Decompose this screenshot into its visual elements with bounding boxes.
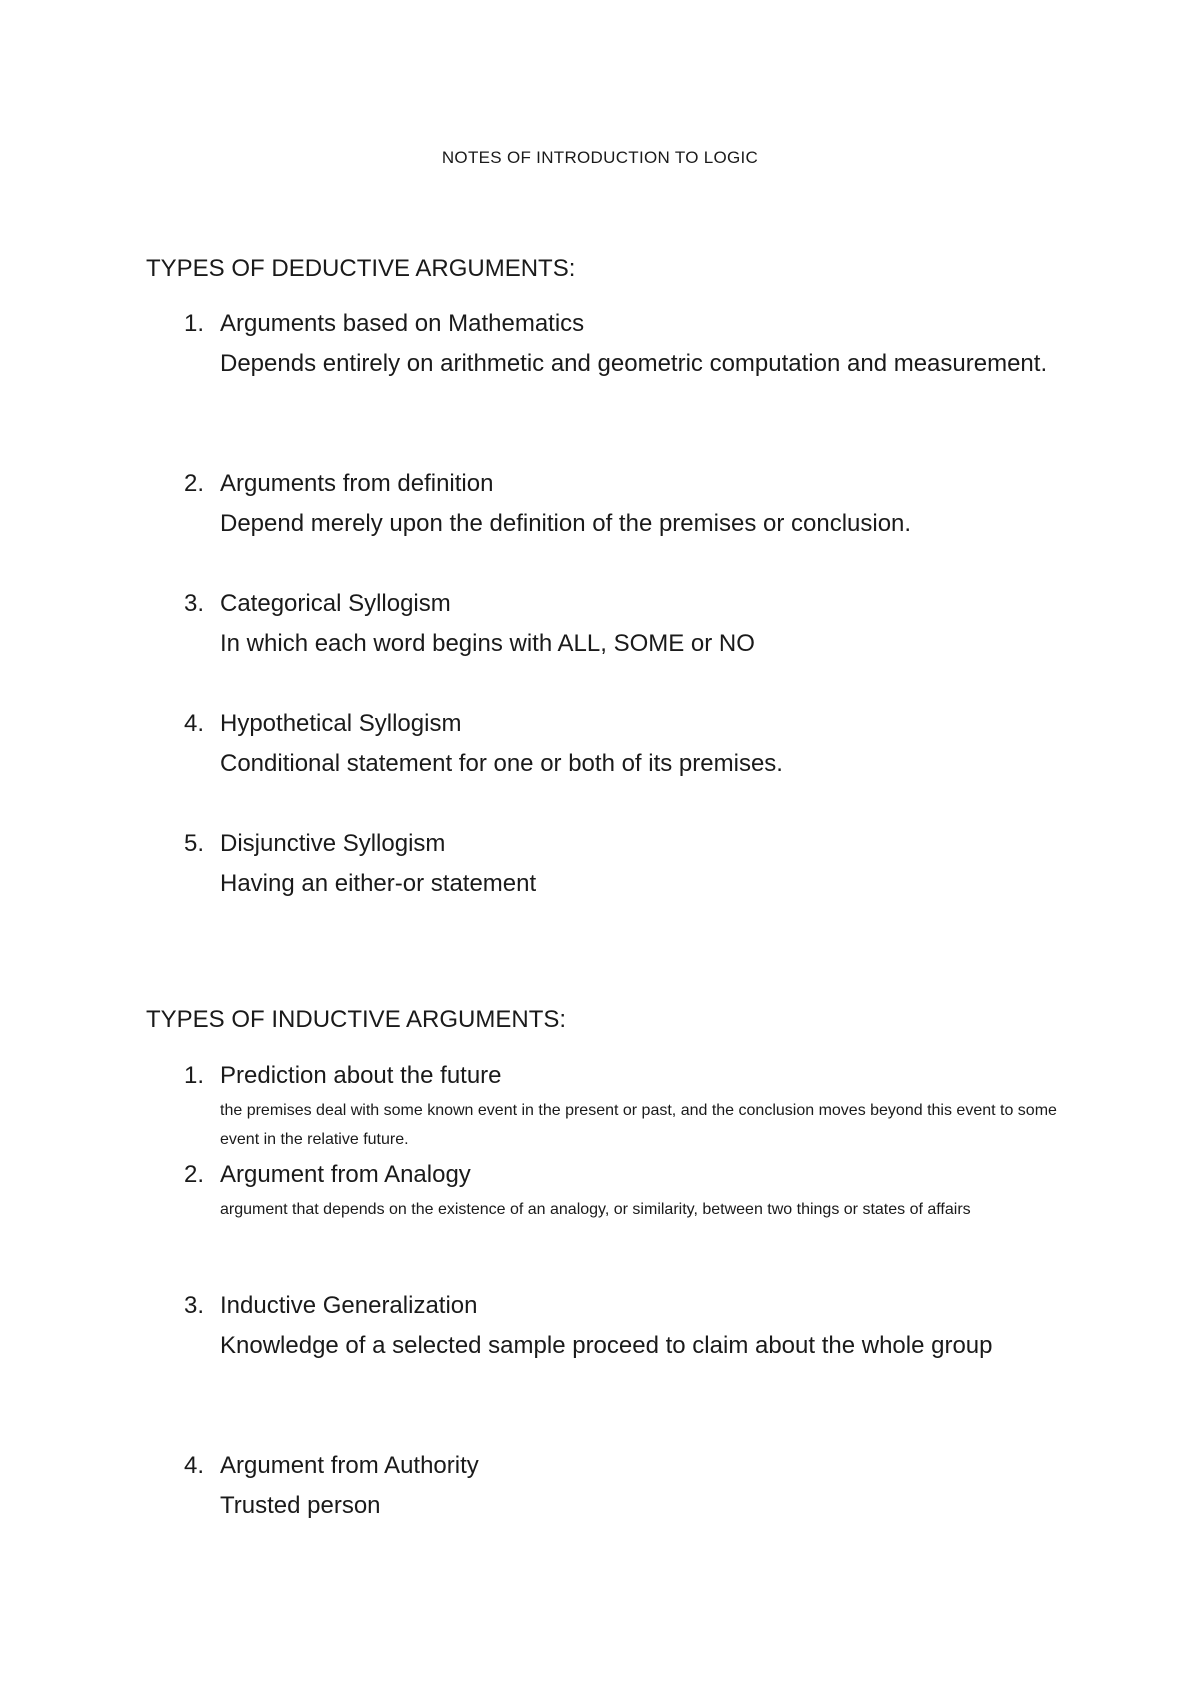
item-number: 2. — [184, 470, 205, 497]
item-description: Depend merely upon the definition of the premises or conclusion. — [220, 510, 912, 537]
item-number: 4. — [184, 710, 205, 737]
deductive-item-5 — [184, 824, 1074, 904]
item-number: 1. — [184, 310, 205, 337]
item-title: Argument from Authority — [220, 1452, 479, 1479]
item-number: 3. — [184, 590, 205, 617]
item-title: Argument from Analogy — [220, 1161, 471, 1188]
item-description: argument that depends on the existence of an analogy, or similarity, between two things or states of affairs — [220, 1201, 971, 1218]
inductive-item-3 — [184, 1286, 1074, 1366]
item-title: Categorical Syllogism — [220, 590, 451, 617]
inductive-heading: TYPES OF INDUCTIVE ARGUMENTS: — [146, 1006, 567, 1033]
item-number: 4. — [184, 1452, 205, 1479]
item-title: Inductive Generalization — [220, 1292, 478, 1319]
item-title: Hypothetical Syllogism — [220, 710, 462, 737]
item-number: 5. — [184, 830, 205, 857]
item-number: 1. — [184, 1062, 205, 1089]
item-title: Arguments from definition — [220, 470, 494, 497]
inductive-item-1 — [184, 1056, 1074, 1154]
item-title: Disjunctive Syllogism — [220, 830, 446, 857]
item-number: 2. — [184, 1161, 205, 1188]
inductive-item-2 — [184, 1155, 1074, 1224]
inductive-item-4 — [184, 1446, 1074, 1526]
item-description: Conditional statement for one or both of its premises. — [220, 750, 783, 777]
item-description: Knowledge of a selected sample proceed to claim about the whole group — [220, 1332, 993, 1359]
item-description: Trusted person — [220, 1492, 381, 1519]
deductive-item-2 — [184, 464, 1074, 544]
item-title: Prediction about the future — [220, 1062, 502, 1089]
item-description: In which each word begins with ALL, SOME or NO — [220, 630, 755, 657]
document-title: NOTES OF INTRODUCTION TO LOGIC — [441, 148, 759, 167]
deductive-item-4 — [184, 704, 1074, 784]
deductive-heading: TYPES OF DEDUCTIVE ARGUMENTS: — [146, 255, 576, 282]
item-description: the premises deal with some known event in the present or past, and the conclusion moves beyond this event to some event in the relative future. — [220, 1102, 1057, 1148]
item-description: Depends entirely on arithmetic and geometric computation and measurement. — [220, 350, 1048, 377]
item-title: Arguments based on Mathematics — [220, 310, 585, 337]
deductive-item-3 — [184, 584, 1074, 664]
item-number: 3. — [184, 1292, 205, 1319]
item-description: Having an either-or statement — [220, 870, 537, 897]
deductive-item-1 — [184, 304, 1074, 384]
